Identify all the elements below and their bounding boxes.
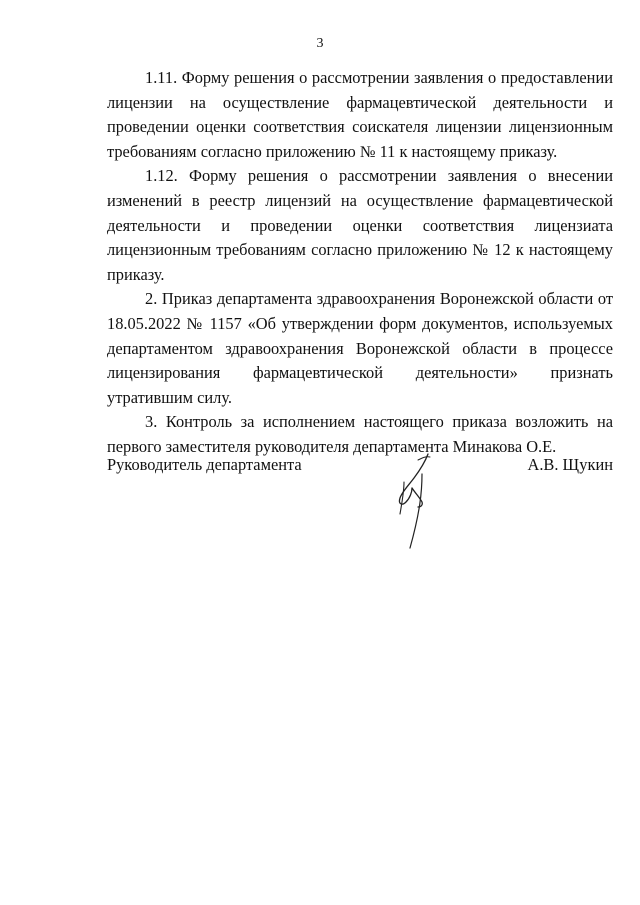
page-number: 3 xyxy=(316,36,324,51)
signatory-title: Руководитель департамента xyxy=(107,455,302,474)
paragraph-1-12: 1.12. Форму решения о рассмотрении заявления о внесении изменений в реестр лицензий на осуществление фармацевтической деятельности и проведении оценки соответствия лицензиата лицензионным требованиям согласно приложению № 12 к настоящему приказу. xyxy=(107,166,613,284)
document-body xyxy=(107,66,613,460)
handwritten-signature-icon xyxy=(392,452,438,552)
paragraph-3: 3. Контроль за исполнением настоящего приказа возложить на первого заместителя руководителя департамента Минакова О.Е. xyxy=(107,412,613,456)
signatory-name: А.В. Щукин xyxy=(527,455,613,474)
paragraph-2: 2. Приказ департамента здравоохранения Воронежской области от 18.05.2022 № 1157 «Об утверждении форм документов, используемых департаментом здравоохранения Воронежской области в процессе лицензирования фармацевтической деятельности» признать утратившим силу. xyxy=(107,289,613,407)
paragraph-1-11: 1.11. Форму решения о рассмотрении заявления о предоставлении лицензии на осуществление фармацевтической деятельности и проведении оценки соответствия соискателя лицензии лицензионным требованиям согласно приложению № 11 к настоящему приказу. xyxy=(107,68,613,161)
